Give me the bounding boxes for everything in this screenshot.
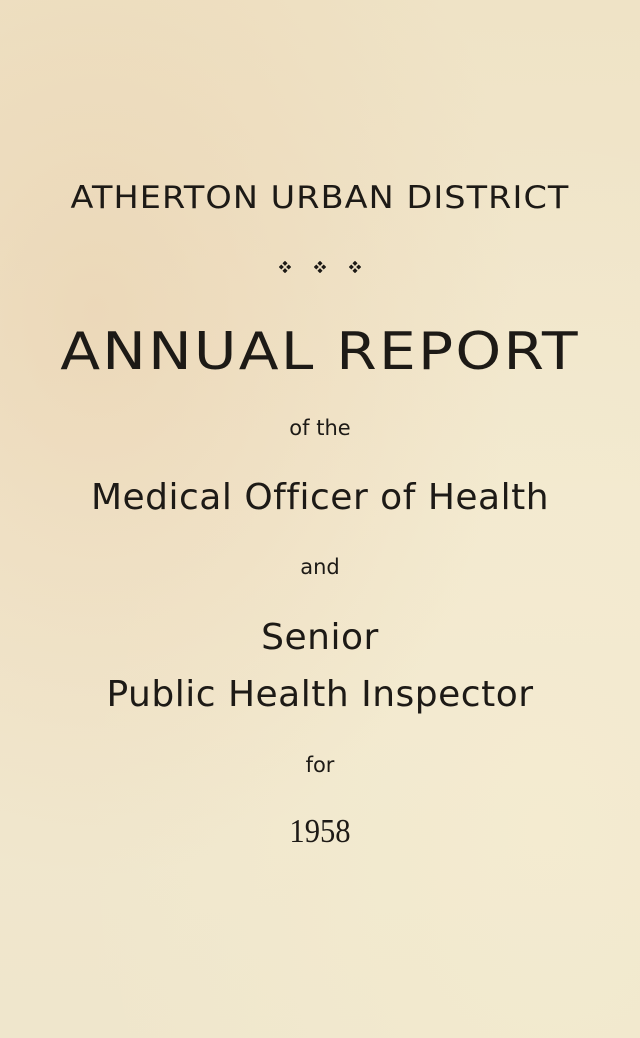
ornament-row: [0, 256, 640, 278]
report-title: ANNUAL REPORT: [60, 322, 580, 382]
diamond-ornament-icon: [314, 261, 326, 273]
medical-officer-heading: Medical Officer of Health: [90, 477, 550, 518]
district-heading: ATHERTON URBAN DISTRICT: [70, 180, 570, 216]
report-year: 1958: [289, 813, 351, 850]
senior-heading: Senior: [261, 617, 379, 658]
diamond-ornament-icon: [349, 261, 361, 273]
of-the-text: of the: [289, 416, 351, 440]
diamond-ornament-icon: [279, 261, 291, 273]
inspector-heading: Public Health Inspector: [106, 674, 534, 715]
and-text: and: [300, 555, 340, 579]
for-text: for: [305, 753, 335, 777]
